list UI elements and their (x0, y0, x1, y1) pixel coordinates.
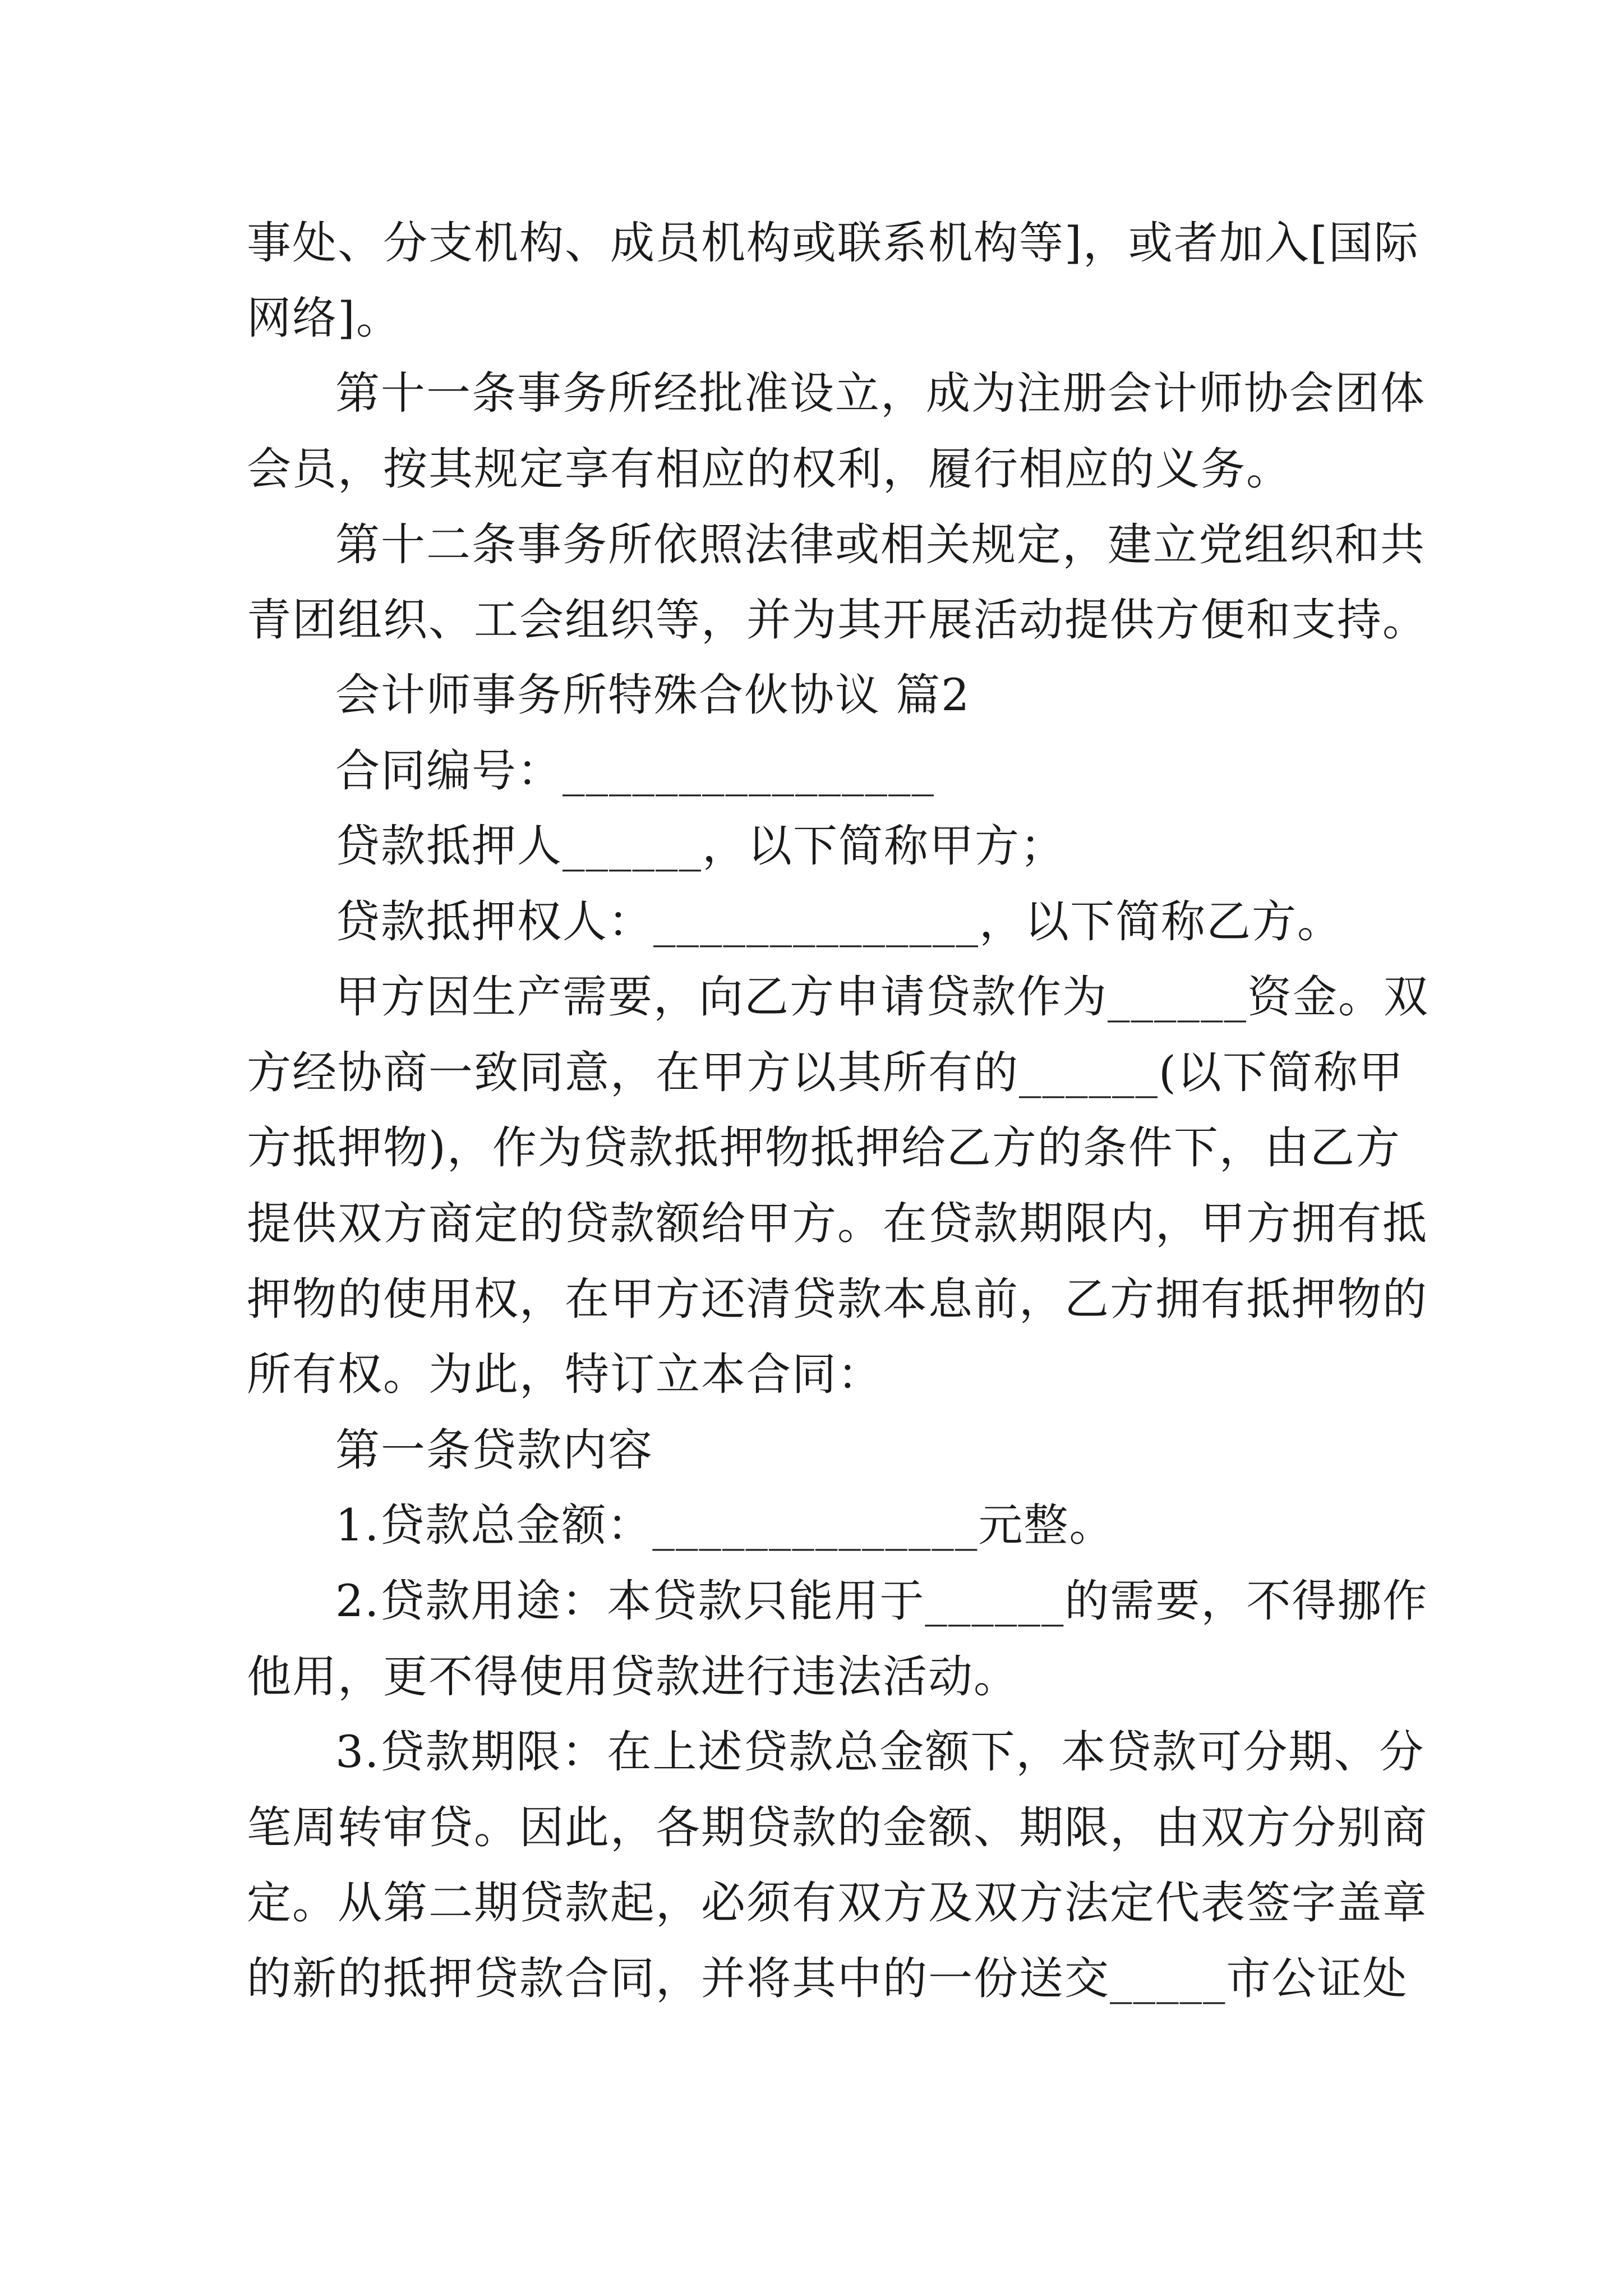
article-heading: 第一条贷款内容 (335, 1424, 653, 1476)
list-item: 1.贷款总金额：______________元整。 (335, 1499, 1115, 1551)
text-line: 甲方因生产需要，向乙方申请贷款作为______资金。双 (335, 971, 1429, 1023)
section-heading: 会计师事务所特殊合伙协议 篇2 (335, 669, 971, 721)
text-line: 他用，更不得使用贷款进行违法活动。 (247, 1651, 1019, 1703)
text-line: 事处、分支机构、成员机构或联系机构等]，或者加入[国际 (247, 217, 1419, 269)
list-item: 3.贷款期限：在上述贷款总金额下，本贷款可分期、分 (335, 1726, 1425, 1778)
text-line: 网络]。 (247, 292, 402, 344)
text-line: 第十一条事务所经批准设立，成为注册会计师协会团体 (335, 367, 1426, 419)
contract-number-line: 合同编号：________________ (335, 745, 935, 797)
list-item: 2.贷款用途：本贷款只能用于______的需要，不得挪作 (335, 1575, 1428, 1627)
text-line: 押物的使用权，在甲方还清贷款本息前，乙方拥有抵押物的 (247, 1273, 1428, 1325)
text-line: 贷款抵押权人：______________，以下简称乙方。 (335, 896, 1343, 947)
text-line: 会员，按其规定享有相应的权利，履行相应的义务。 (247, 443, 1292, 495)
text-line: 所有权。为此，特订立本合同： (247, 1349, 883, 1400)
text-line: 笔周转审贷。因此，各期贷款的金额、期限，由双方分别商 (247, 1802, 1428, 1853)
text-line: 提供双方商定的贷款额给甲方。在贷款期限内，甲方拥有抵 (247, 1198, 1428, 1249)
text-line: 方经协商一致同意，在甲方以其所有的______(以下简称甲 (247, 1047, 1404, 1098)
text-line: 定。从第二期贷款起，必须有双方及双方法定代表签字盖章 (247, 1877, 1428, 1929)
text-line: 贷款抵押人______，以下简称甲方； (335, 820, 1066, 872)
text-line: 青团组织、工会组织等，并为其开展活动提供方便和支持。 (247, 594, 1428, 646)
text-line: 方抵押物)，作为贷款抵押物抵押给乙方的条件下，由乙方 (247, 1122, 1401, 1174)
text-line: 第十二条事务所依照法律或相关规定，建立党组织和共 (335, 519, 1426, 570)
text-line: 的新的抵押贷款合同，并将其中的一份送交_____市公证处 (247, 1953, 1408, 2004)
